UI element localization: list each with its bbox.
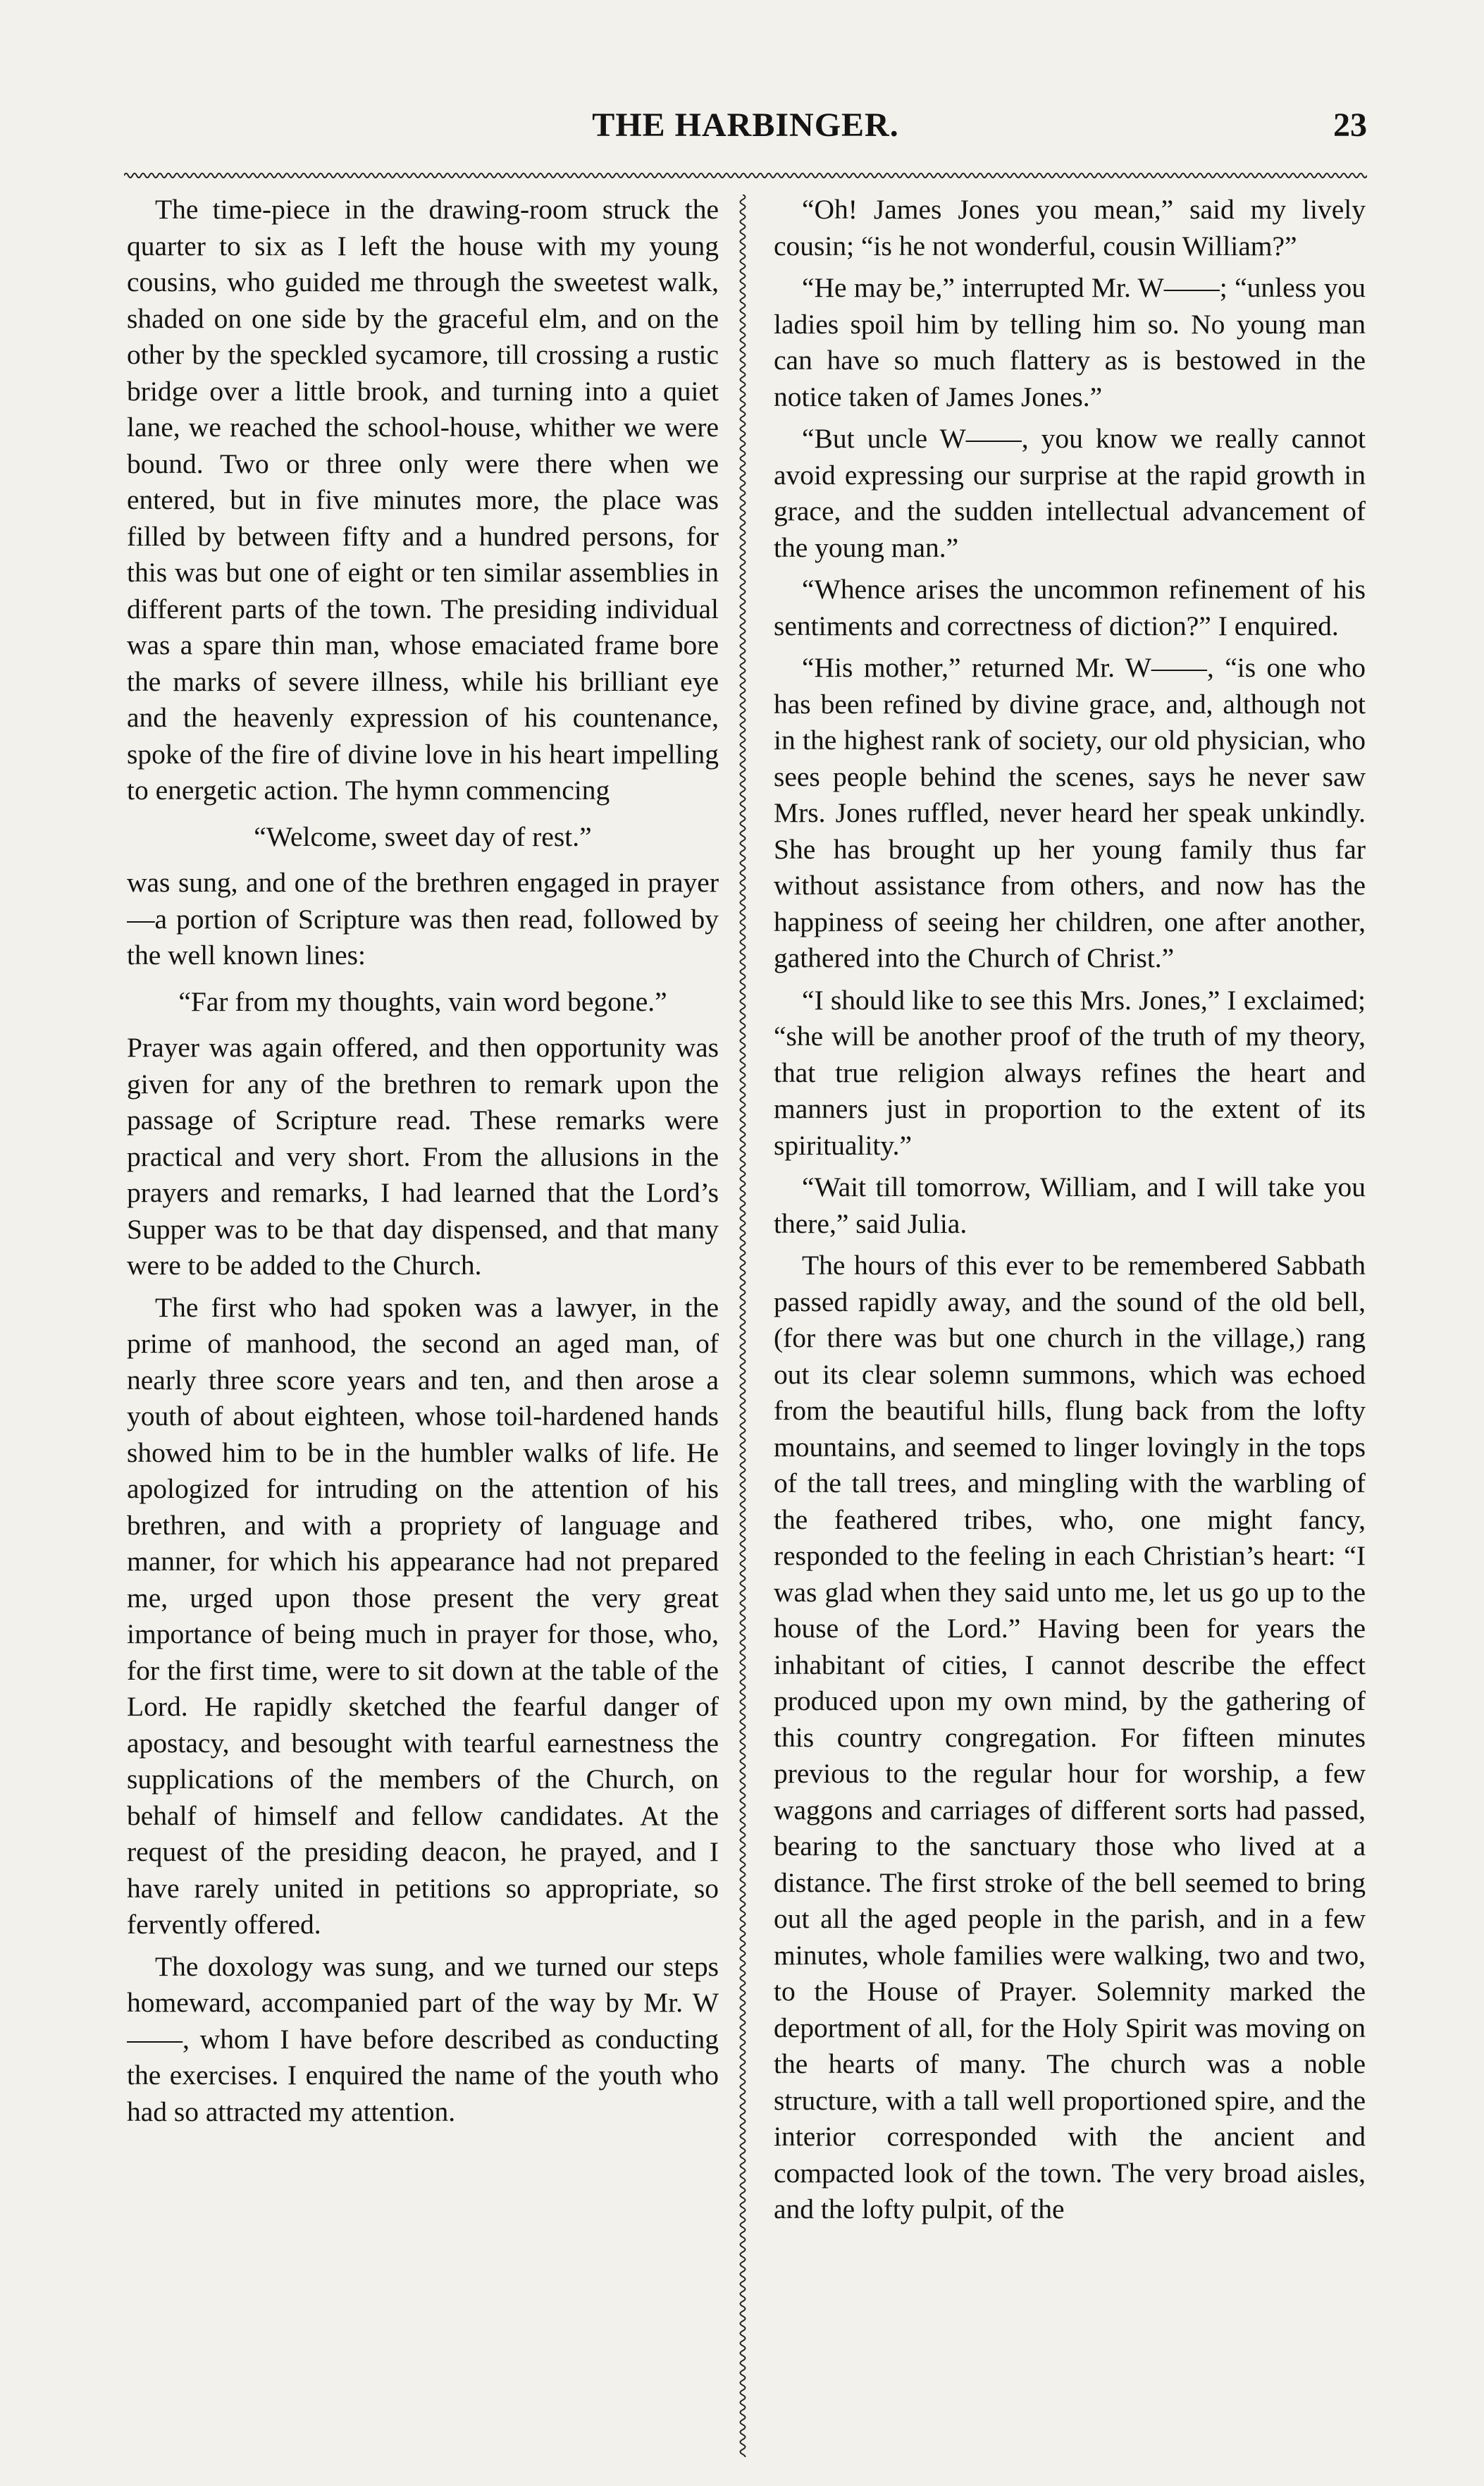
- paragraph: “But uncle W——, you know we really cannot avoid expressing our surprise at the rapid growth in grace, and the sudden intellectual advancement of the young man.”: [774, 423, 1366, 563]
- paragraph: “Whence arises the uncommon refinement of his sentiments and correctness of diction?” I enquired.: [774, 574, 1366, 641]
- hymn-line: “Welcome, sweet day of rest.”: [254, 820, 592, 852]
- column-wavy-divider: [729, 195, 757, 2457]
- page-number: 23: [1333, 106, 1367, 144]
- paragraph: The time-piece in the drawing-room struck the quarter to six as I left the house with my young cousins, who guided me through the sweetest walk, shaded on one side by the graceful elm, and on the other by the speckled sycamore, till crossing a rustic bridge over a little brook, and turning into a quiet lane, we reached the school-house, whither we were bound. Two or three only were there when we entered, but in five minutes more, the place was filled by between fifty and a hundred persons, for this was but one of eight or ten similar assemblies in different parts of the town. The presiding individual was a spare thin man, whose emaciated frame bore the marks of severe illness, while his brilliant eye and the heavenly expression of his countenance, spoke of the fire of divine love in his heart impelling to energetic action. The hymn commencing: [127, 194, 719, 806]
- paragraph: The hours of this ever to be remembered Sabbath passed rapidly away, and the sound of the old bell, (for there was but one church in the village,) rang out its clear solemn summons, which was echoed from the beautiful hills, flung back from the lofty mountains, and seemed to linger lovingly in the tops of the tall trees, and mingling with the warbling of the feathered tribes, who, one might fancy, responded to the feeling in each Christian’s heart: “I was glad when they said unto me, let us go up to the house of the Lord.” Having been for years the inhabitant of cities, I cannot describe the effect produced upon my own mind, by the gathering of this country congregation. For fifteen minutes previous to the regular hour for worship, a few waggons and carriages of different sorts had passed, bearing to the sanctuary those who lived at a distance. The first stroke of the bell seemed to bring out all the aged people in the parish, and in a few minutes, whole families were walking, two and two, to the House of Prayer. Solemnity marked the deportment of all, for the Holy Spirit was moving on the hearts of many. The church was a noble structure, with a tall well proportioned spire, and the interior corresponded with the ancient and compacted look of the town. The very broad aisles, and the lofty pulpit, of the: [774, 1250, 1366, 2225]
- paragraph: The doxology was sung, and we turned our steps homeward, accompanied part of the way by Mr. W——, whom I have before described as conducting the exercises. I enquired the name of the youth who had so attracted my attention.: [127, 1950, 719, 2127]
- hymn-line: “Far from my thoughts, vain word begone.”: [178, 985, 667, 1017]
- left-column: [127, 192, 719, 2454]
- page-header: [124, 106, 1367, 162]
- paragraph: “He may be,” interrupted Mr. W——; “unless you ladies spoil him by telling him so. No young man can have so much flattery as is bestowed in the notice taken of James Jones.”: [774, 272, 1366, 412]
- paragraph: “Oh! James Jones you mean,” said my lively cousin; “is he not wonderful, cousin William?”: [774, 194, 1366, 261]
- paragraph: was sung, and one of the brethren engaged in prayer—a portion of Scripture was then read, followed by the well known lines:: [127, 867, 719, 971]
- right-column: [774, 192, 1366, 2454]
- paragraph: “I should like to see this Mrs. Jones,” I exclaimed; “she will be another proof of the truth of my theory, that true religion always refines the heart and manners just in proportion to the extent of its spirituality.”: [774, 984, 1366, 1161]
- paragraph: “Wait till tomorrow, William, and I will take you there,” said Julia.: [774, 1171, 1366, 1239]
- paragraph: The first who had spoken was a lawyer, in the prime of manhood, the second an aged man, of nearly three score years and ten, and then arose a youth of about eighteen, whose toil-hardened hands showed him to be in the humbler walks of life. He apologized for intruding on the attention of his brethren, and with a propriety of language and manner, for which his appearance had not prepared me, urged upon those present the very great importance of being much in prayer for those, who, for the first time, were to sit down at the table of the Lord. He rapidly sketched the fearful danger of apostacy, and besought with tearful earnestness the supplications of the members of the Church, on behalf of himself and fellow candidates. At the request of the presiding deacon, he prayed, and I have rarely united in petitions so appropriate, so fervently offered.: [127, 1291, 719, 1940]
- running-title: THE HARBINGER.: [592, 106, 899, 144]
- paragraph: Prayer was again offered, and then opportunity was given for any of the brethren to remark upon the passage of Scripture read. These remarks were practical and very short. From the allusions in the prayers and remarks, I had learned that the Lord’s Supper was to be that day dispensed, and that many were to be added to the Church.: [127, 1032, 719, 1281]
- paragraph: “His mother,” returned Mr. W——, “is one who has been refined by divine grace, and, although not in the highest rank of society, our old physician, who sees people behind the scenes, says he never saw Mrs. Jones ruffled, never heard her speak unkindly. She has brought up her young family thus far without assistance from others, and now has the happiness of seeing her children, one after another, gathered into the Church of Christ.”: [774, 652, 1366, 973]
- header-wavy-rule: [124, 171, 1367, 180]
